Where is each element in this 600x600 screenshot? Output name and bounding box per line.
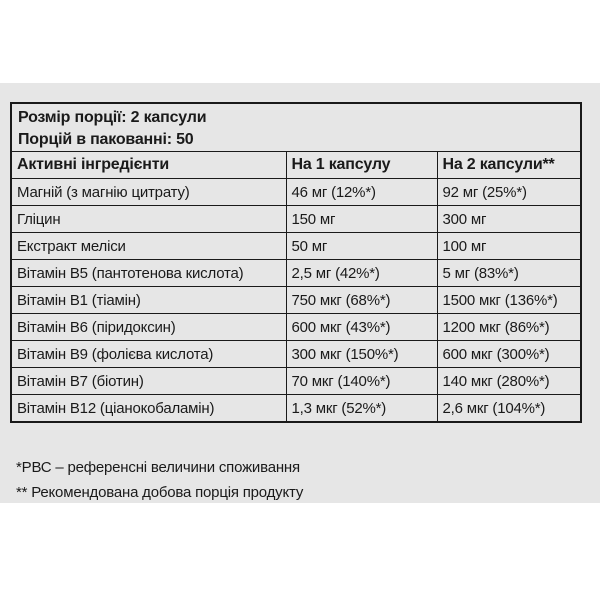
- amount-per-2: 1500 мкг (136%*): [437, 287, 580, 314]
- ingredient-name: Гліцин: [12, 206, 286, 233]
- table-row: [12, 233, 580, 260]
- ingredient-name: Вітамін В12 (ціанокобаламін): [12, 395, 286, 422]
- table-row: [12, 341, 580, 368]
- amount-per-1: 2,5 мг (42%*): [286, 260, 437, 287]
- serving-info: [12, 104, 580, 151]
- footnote-rvs: *РВС – референсні величини споживання: [16, 459, 300, 476]
- ingredient-name: Вітамін В1 (тіамін): [12, 287, 286, 314]
- footnotes: [16, 455, 303, 505]
- table-row: [12, 206, 580, 233]
- ingredient-name: Вітамін В6 (піридоксин): [12, 314, 286, 341]
- serving-size: Розмір порції: 2 капсули: [18, 109, 207, 126]
- ingredient-name: Вітамін В9 (фолієва кислота): [12, 341, 286, 368]
- ingredient-name: Екстракт меліси: [12, 233, 286, 260]
- amount-per-2: 140 мкг (280%*): [437, 368, 580, 395]
- ingredient-name: Магній (з магнію цитрату): [12, 179, 286, 206]
- table-row: [12, 395, 580, 422]
- table-row: [12, 179, 580, 206]
- amount-per-1: 750 мкг (68%*): [286, 287, 437, 314]
- amount-per-2: 600 мкг (300%*): [437, 341, 580, 368]
- table-header-row: [12, 152, 580, 179]
- amount-per-1: 150 мг: [286, 206, 437, 233]
- header-per-1-capsule: На 1 капсулу: [286, 152, 437, 179]
- amount-per-1: 1,3 мкг (52%*): [286, 395, 437, 422]
- table-row: [12, 368, 580, 395]
- header-ingredients: Активні інгредієнти: [12, 152, 286, 179]
- amount-per-1: 46 мг (12%*): [286, 179, 437, 206]
- amount-per-2: 2,6 мкг (104%*): [437, 395, 580, 422]
- amount-per-2: 1200 мкг (86%*): [437, 314, 580, 341]
- amount-per-1: 50 мг: [286, 233, 437, 260]
- amount-per-1: 70 мкг (140%*): [286, 368, 437, 395]
- ingredients-table: [12, 151, 580, 421]
- amount-per-1: 300 мкг (150%*): [286, 341, 437, 368]
- amount-per-2: 5 мг (83%*): [437, 260, 580, 287]
- ingredient-name: Вітамін В5 (пантотенова кислота): [12, 260, 286, 287]
- footnote-daily-portion: ** Рекомендована добова порція продукту: [16, 484, 304, 501]
- header-per-2-capsules: На 2 капсули**: [437, 152, 580, 179]
- amount-per-2: 300 мг: [437, 206, 580, 233]
- table-row: [12, 260, 580, 287]
- amount-per-2: 100 мг: [437, 233, 580, 260]
- amount-per-2: 92 мг (25%*): [437, 179, 580, 206]
- ingredient-name: Вітамін В7 (біотин): [12, 368, 286, 395]
- table-row: [12, 287, 580, 314]
- supplement-facts-box: [10, 102, 582, 423]
- servings-per-pack: Порцій в пакованні: 50: [18, 131, 194, 148]
- table-row: [12, 314, 580, 341]
- amount-per-1: 600 мкг (43%*): [286, 314, 437, 341]
